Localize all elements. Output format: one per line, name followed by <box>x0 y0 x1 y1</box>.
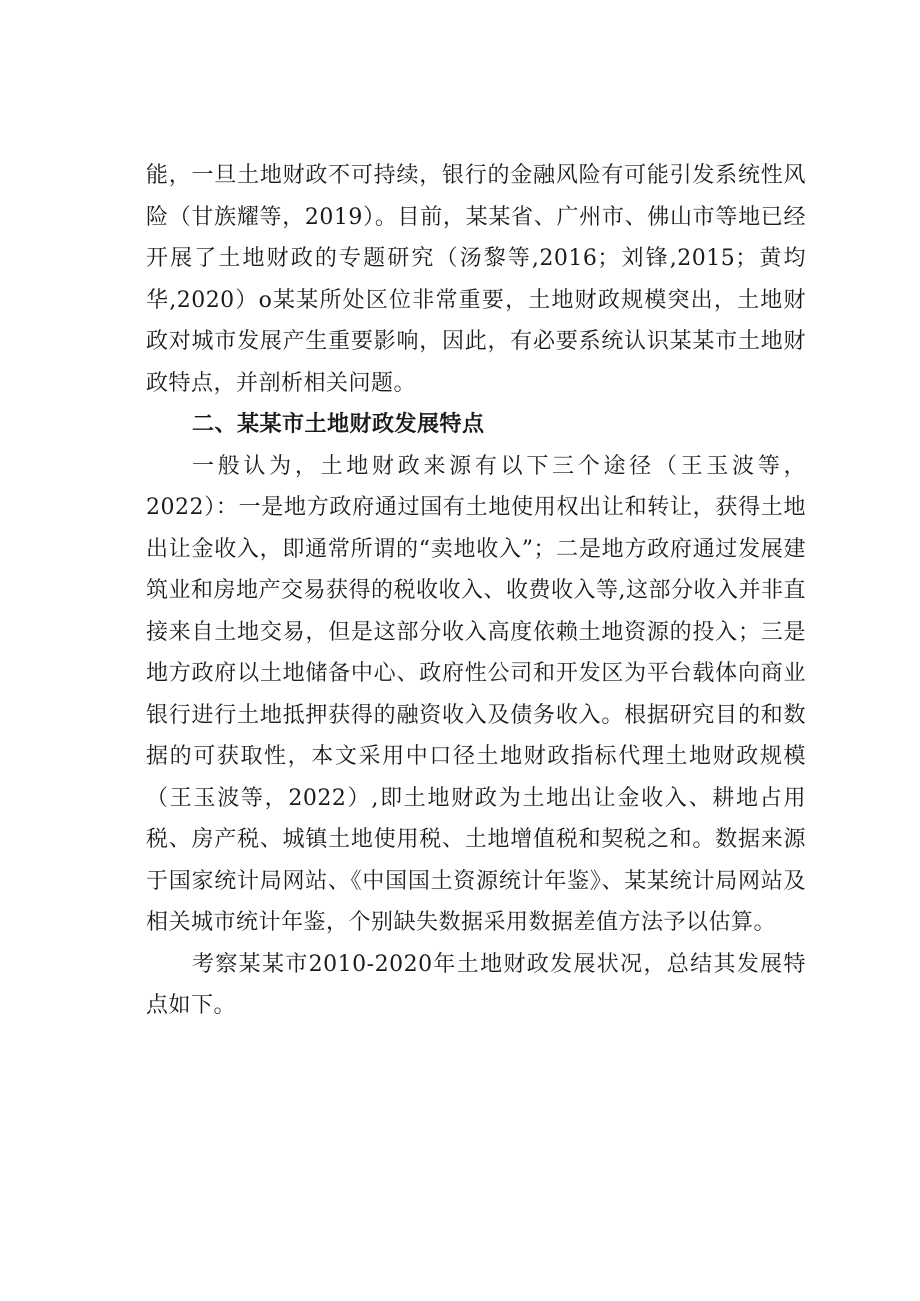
paragraph-summary: 考察某某市2010-2020年土地财政发展状况，总结其发展特点如下。 <box>146 951 806 1018</box>
paragraph-definition: 一般认为，土地财政来源有以下三个途径（王玉波等，2022）：一是地方政府通过国有土地使用权出让和转让，获得土地出让金收入，即通常所谓的“卖地收入”；二是地方政府通过发展建筑业和房地产交易获得的税收收入、收费收入等,这部分收入并非直接来自土地交易，但是这部分收入高度依赖土地资源的投入；三是地方政府以土地储备中心、政府性公司和开发区为平台载体向商业银行进行土地抵押获得的融资收入及债务收入。根据研究目的和数据的可获取性，本文采用中口径土地财政指标代理土地财政规模（王玉波等，2022）,即土地财政为土地出让金收入、耕地占用税、房产税、城镇土地使用税、土地增值税和契税之和。数据来源于国家统计局网站、《中国国土资源统计年鉴》、某某统计局网站及相关城市统计年鉴，个别缺失数据采用数据差值方法予以估算。 <box>146 453 806 935</box>
section-heading: 二、某某市土地财政发展特点 <box>192 412 485 437</box>
paragraph-continuation: 能，一旦土地财政不可持续，银行的金融风险有可能引发系统性风险（甘族耀等，2019）。目前，某某省、广州市、佛山市等地已经开展了土地财政的专题研究（汤黎等,2016；刘锋,2015；黄均华,2020）o某某所处区位非常重要，土地财政规模突出，土地财政对城市发展产生重要影响，因此，有必要系统认识某某市土地财政特点，并剖析相关问题。 <box>146 163 806 396</box>
document-page <box>146 155 806 1027</box>
